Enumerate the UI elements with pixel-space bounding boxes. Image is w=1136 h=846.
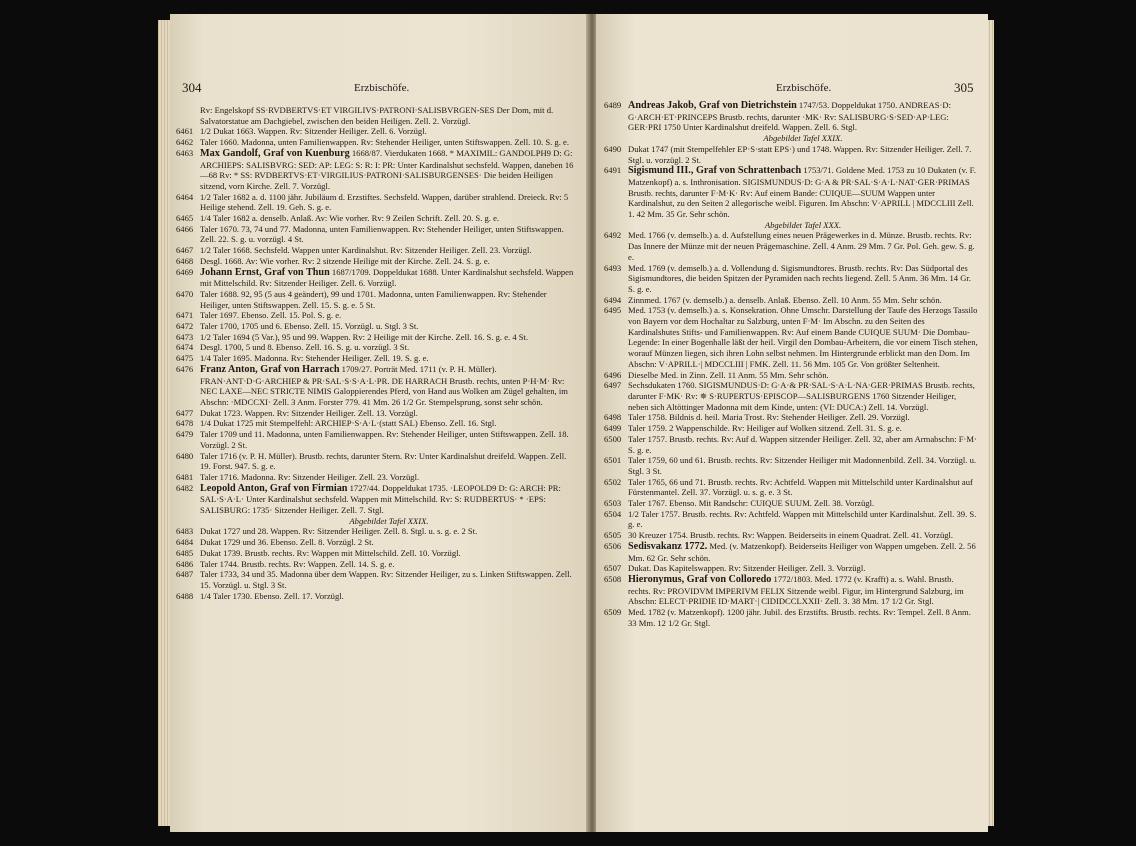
ruler-name: Sigismund III., Graf von Schrattenbach bbox=[628, 165, 802, 177]
entry-description: 1/4 Taler 1682 a. denselb. Anlaß. Av: Wie vorher. Rv: 9 Zeilen Schrift. Zell. 20. S. g. e. bbox=[200, 213, 500, 224]
catalog-entry bbox=[604, 574, 978, 607]
catalog-entry bbox=[176, 429, 578, 450]
lot-number: 6472 bbox=[176, 321, 194, 332]
running-header-right: Erzbischöfe. bbox=[776, 82, 832, 94]
lot-number: 6508 bbox=[604, 573, 622, 584]
catalog-entry bbox=[176, 289, 578, 310]
catalog-entry bbox=[176, 192, 578, 213]
catalog-entry bbox=[176, 310, 578, 321]
lot-number: 6461 bbox=[176, 126, 194, 137]
catalog-entry bbox=[176, 418, 578, 429]
lot-number: 6469 bbox=[176, 266, 194, 277]
right-page bbox=[596, 14, 988, 832]
catalog-entry bbox=[604, 423, 978, 434]
catalog-entry bbox=[176, 342, 578, 353]
running-header-left: Erzbischöfe. bbox=[354, 82, 410, 94]
lot-number: 6465 bbox=[176, 213, 194, 224]
lot-number: 6467 bbox=[176, 245, 194, 256]
lot-number: 6468 bbox=[176, 255, 194, 266]
entry-description: Taler 1744. Brustb. rechts. Rv: Wappen. Zell. 14. S. g. e. bbox=[200, 558, 395, 569]
entry-description: 1753/71. Goldene Med. 1753 zu 10 Dukaten (v. F. Matzenkopf) a. s. Inthronisation. SIGISMUNDUS·D: G·A & PR·SAL·S·A·L·NAT·GER·PRIMAS Brustb. rechts, darunter F·M·K· Rv: Auf einem Bande: CUIQUE—SUUM Wappen unter Kardinalshut, zu den Seiten 2 allegorische weibl. Figuren. Im Abschn: V·APRILL | MDCCLIII Zell. 1. 42 Mm. 35 Gr. Sehr schön. bbox=[628, 165, 976, 220]
catalog-entry bbox=[176, 105, 578, 126]
catalog-entry bbox=[176, 472, 578, 483]
entry-description: Taler 1697. Ebenso. Zell. 15. Pol. S. g. e. bbox=[200, 310, 342, 321]
lot-number: 6474 bbox=[176, 342, 194, 353]
entry-description: Taler 1765, 66 und 71. Brustb. rechts. Rv: Achtfeld. Wappen mit Mittelschild unter Kardinalshut auf Fürstenmantel. Zell. 37. Vorzügl. u. s. g. e. 3 St. bbox=[628, 476, 973, 498]
entry-description: Rv: Engelskopf SS·RVDBERTVS·ET VIRGILIVS·PATRONI·SALISBVRGEN-SES Der Dom, mit d. Salvatorstatue am Dachgiebel, zwischen den beiden Heiligen. Zell. 2. Vorzügl. bbox=[200, 105, 554, 126]
ruler-name: Andreas Jakob, Graf von Dietrichstein bbox=[628, 100, 797, 111]
lot-number: 6470 bbox=[176, 288, 194, 299]
catalog-entry bbox=[604, 165, 978, 220]
catalog-entry bbox=[176, 137, 578, 148]
ruler-name: Hieronymus, Graf von Colloredo bbox=[628, 573, 772, 585]
lot-number: 6462 bbox=[176, 137, 194, 148]
lot-number: 6485 bbox=[176, 547, 194, 558]
catalog-entry bbox=[176, 256, 578, 267]
lot-number: 6482 bbox=[176, 482, 194, 493]
entry-description: Med. 1769 (v. demselb.) a. d. Vollendung d. Sigismundtores. Brustb. rechts. Rv: Das Südportal des Sigismundtores, die beiden Spitzen der Pyramiden nach rechts liegend. Zell. 5 Anm. 36 Mm. 14 Gr. S. g. e. bbox=[628, 262, 971, 294]
plate-caption: Abgebildet Tafel XXIX. bbox=[349, 515, 429, 526]
catalog-entry bbox=[176, 126, 578, 137]
entry-description: Taler 1716. Madonna. Rv: Sitzender Heiliger. Zell. 23. Vorzügl. bbox=[200, 471, 420, 482]
catalog-entry bbox=[176, 548, 578, 559]
lot-number: 6488 bbox=[176, 590, 194, 601]
lot-number: 6503 bbox=[604, 498, 622, 509]
ruler-name: Franz Anton, Graf von Harrach bbox=[200, 363, 340, 375]
lot-number: 6466 bbox=[176, 223, 194, 234]
lot-number: 6507 bbox=[604, 563, 622, 574]
lot-number: 6463 bbox=[176, 147, 194, 158]
entry-description: Taler 1688. 92, 95 (5 aus 4 geändert), 99 und 1701. Madonna, unten Familienwappen. Rv: Stehender Heiliger, unten Stiftswappen. Zell. 15. S. g. e. 5 St. bbox=[200, 288, 547, 310]
catalog-entry bbox=[604, 100, 978, 133]
lot-number: 6489 bbox=[604, 100, 622, 110]
entry-description: 1687/1709. Doppeldukat 1688. Unter Kardinalshut sechsfeld. Wappen mit Mittelschild. Rv: Sitzender Heiliger. Zell. 6. Vorzügl. bbox=[200, 266, 574, 289]
catalog-entry bbox=[176, 559, 578, 570]
catalog-entry bbox=[176, 224, 578, 245]
lot-number: 6501 bbox=[604, 455, 622, 466]
entry-description: Dukat. Das Kapitelswappen. Rv: Sitzender Heiliger. Zell. 3. Vorzügl. bbox=[628, 563, 866, 574]
lot-number: 6504 bbox=[604, 508, 622, 519]
catalog-entry bbox=[604, 477, 978, 498]
entry-description: 1772/1803. Med. 1772 (v. Krafft) a. s. Wahl. Brustb. rechts. Rv: PROVIDVM IMPERIVM FELIX Sitzende weibl. Figur, im Hintergrund Salzburg, im Abschn: ELECT·PRIDIE ID·MART·| CIDIDCCLXXII· Zell. 3. 38 Mm. 17 1/2 Gr. Stgl. bbox=[628, 573, 964, 607]
lot-number: 6493 bbox=[604, 262, 622, 273]
entry-description: Taler 1759. 2 Wappenschilde. Rv: Heiliger auf Wolken sitzend. Zell. 31. S. g. e. bbox=[628, 423, 902, 434]
catalog-entry bbox=[604, 380, 978, 412]
entry-description: Taler 1660. Madonna, unten Familienwappen. Rv: Stehender Heiliger, unten Stiftswappen. Zell. 10. S. g. e. bbox=[200, 137, 569, 148]
lot-number: 6481 bbox=[176, 471, 194, 482]
catalog-entry bbox=[604, 530, 978, 541]
catalog-entry bbox=[604, 607, 978, 628]
entry-description: 1/2 Taler 1694 (5 Var.), 95 und 99. Wappen. Rv: 2 Heilige mit der Kirche. Zell. 16. S. g. e. 4 St. bbox=[200, 331, 529, 342]
right-page-text bbox=[604, 100, 978, 628]
entry-description: Med. 1766 (v. demselb.) a. d. Aufstellung eines neuen Prägewerkes in d. Münze. Brustb. rechts. Rv: Das Innere der Münze mit der neuen Prägemaschine. Zell. 4 Anm. 29 Mm. 7 Gr. Pol. Geh. gew. S. g. e. bbox=[628, 230, 975, 262]
entry-description: Taler 1709 und 11. Madonna, unten Familienwappen. Rv: Stehender Heiliger, unten Stiftswappen. Zell. 18. Vorzügl. 2 St. bbox=[200, 429, 569, 450]
lot-number: 6499 bbox=[604, 423, 622, 434]
catalog-entry bbox=[604, 230, 978, 262]
lot-number: 6483 bbox=[176, 526, 194, 537]
lot-number: 6476 bbox=[176, 363, 194, 374]
entry-description: Taler 1700, 1705 und 6. Ebenso. Zell. 15. Vorzügl. u. Stgl. 3 St. bbox=[200, 321, 419, 332]
entry-description: Dukat 1727 und 28. Wappen. Rv: Sitzender Heiliger. Zell. 8. Stgl. u. s. g. e. 2 St. bbox=[200, 526, 478, 537]
lot-number: 6497 bbox=[604, 380, 622, 391]
catalog-entry bbox=[604, 541, 978, 563]
lot-number: 6509 bbox=[604, 607, 622, 618]
lot-number: 6494 bbox=[604, 294, 622, 305]
left-page bbox=[170, 14, 588, 832]
catalog-entry bbox=[176, 526, 578, 537]
lot-number: 6487 bbox=[176, 569, 194, 580]
lot-number: 6486 bbox=[176, 558, 194, 569]
catalog-entry bbox=[176, 364, 578, 408]
catalog-entry bbox=[604, 434, 978, 455]
catalog-entry bbox=[604, 295, 978, 306]
lot-number: 6495 bbox=[604, 305, 622, 316]
lot-number: 6502 bbox=[604, 476, 622, 487]
entry-description: Sechsdukaten 1760. SIGISMUNDUS·D: G·A·& PR·SAL·S·A·L·NA·GER·PRIMAS Brustb. rechts, darunter F·MK· Rv: ✵ S·RUPERTUS·EPISCOP—SALISBURGENS 1760 Sitzender Heiliger, neben sich Altöttinger Madonna mit dem Kinde, unten: (VI: DUCA:) Zell. 14. Vorzügl. bbox=[628, 380, 975, 412]
entry-description: Dukat 1747 (mit Stempelfehler EP·S·statt EPS·) und 1748. Wappen. Rv: Sitzender Heiliger. Zell. 7. Stgl. u. vorzügl. 2 St. bbox=[628, 143, 972, 165]
page-number-right: 305 bbox=[954, 80, 974, 95]
lot-number: 6506 bbox=[604, 540, 622, 551]
ruler-name: Johann Ernst, Graf von Thun bbox=[200, 266, 330, 278]
entry-description: 1/2 Taler 1668. Sechsfeld. Wappen unter Kardinalshut. Rv: Sitzender Heiliger. Zell. 23. Vorzügl. bbox=[200, 245, 532, 256]
catalog-entry bbox=[604, 305, 978, 369]
entry-description: 1747/53. Doppeldukat 1750. ANDREAS·D: G·ARCH·ET·PRINCEPS Brustb. rechts, darunter ·MK· Rv: SALISBURG·S·SED·AP·LEG: GER·PRI 1750 Unter Kardinalshut dreifeld. Wappen. Zell. 6. Stgl. bbox=[628, 100, 951, 133]
ruler-name: Max Gandolf, Graf von Kuenburg bbox=[200, 147, 350, 159]
lot-number: 6484 bbox=[176, 537, 194, 548]
page-number-left: 304 bbox=[182, 80, 202, 95]
entry-description: Taler 1733, 34 und 35. Madonna über dem Wappen. Rv: Sitzender Heiliger, zu s. Linken Stiftswappen. Zell. 15. Vorzügl. u. Stgl. 3 St. bbox=[200, 569, 572, 590]
entry-description: 1709/27. Porträt Med. 1711 (v. P. H. Müller). FRAN·ANT·D·G·ARCHIEP & PR·SAL·S·S·A·L·PR. DE HARRACH Brustb. rechts, unten P·H·M· Rv: NEC LAXE—NEC STRICTE NIMIS Galoppierendes Pferd, von Hand aus Wolken am Zügel gehalten, im Abschn: ·MDCCXI· Zell. 3 Anm. Forster 779. 41 Mm. 26 1/2 Gr. Stempelsprung, sonst sehr schön. bbox=[200, 363, 568, 407]
entry-description: Desgl. 1668. Av: Wie vorher. Rv: 2 sitzende Heilige mit der Kirche. Zell. 24. S. g. e. bbox=[200, 255, 490, 266]
plate-caption: Abgebildet Tafel XXX. bbox=[764, 219, 842, 230]
entry-description: 1/4 Taler 1695. Madonna. Rv: Stehender Heiliger. Zell. 19. S. g. e. bbox=[200, 353, 429, 364]
catalog-entry bbox=[176, 569, 578, 590]
entry-description: 1/2 Dukat 1663. Wappen. Rv: Sitzender Heiliger. Zell. 6. Vorzügl. bbox=[200, 126, 427, 137]
entry-description: Taler 1670. 73, 74 und 77. Madonna, unten Familienwappen. Rv: Stehender Heiliger, unten Stiftswappen. Zell. 22. S. g. u. vorzügl. 4 St. bbox=[200, 223, 564, 245]
catalog-entry bbox=[176, 321, 578, 332]
catalog-entry bbox=[604, 144, 978, 165]
entry-description: 1668/87. Vierdukaten 1668. * MAXIMIL: GANDOLPH9 D: G: ARCHIEPS: SALISBVRG: SED: AP: LEG: S: R: I: PR: Unter Kardinalshut sechsfeld. Wappen, daneben 16—68 Rv: * SS: RVDBERTVS·ET·VIRGILIUS·PATRONI·SALISBURGENSES· Die beiden Heiligen sitzend, vorn Kirche. Zell. 7. Vorzügl. bbox=[200, 147, 574, 191]
lot-number: 6471 bbox=[176, 310, 194, 321]
entry-description: Dieselbe Med. in Zinn. Zell. 11 Anm. 55 Mm. Sehr schön. bbox=[628, 369, 829, 380]
entry-description: Med. (v. Matzenkopf). Beiderseits Heiliger von Wappen umgeben. Zell. 2. 56 Mm. 62 Gr. Sehr schön. bbox=[628, 540, 976, 563]
left-page-text bbox=[176, 105, 578, 601]
catalog-entry bbox=[176, 245, 578, 256]
entry-description: 1/2 Taler 1757. Brustb. rechts. Rv: Achtfeld. Wappen mit Mittelschild unter Kardinalshut. Zell. 39. S. g. e. bbox=[628, 508, 977, 530]
entry-description: 1727/44. Doppeldukat 1735. ·LEOPOLD9 D: G: ARCH: PR: SAL·S·A·L· Unter Kardinalshut sechsfeld. Wappen mit Mittelschild. Rv: S: RUDBERTUS· * ·EPS: SALISBURG: 1735· Sitzender Heiliger. Zell. 7. Stgl. bbox=[200, 482, 561, 516]
catalog-entry bbox=[176, 332, 578, 343]
entry-description: Dukat 1723. Wappen. Rv: Sitzender Heiliger. Zell. 13. Vorzügl. bbox=[200, 407, 418, 418]
entry-description: 1/4 Dukat 1725 mit Stempelfehl: ARCHIEP·S·A·L·(statt SAL) Ebenso. Zell. 16. Stgl. bbox=[200, 418, 497, 429]
catalog-entry bbox=[176, 483, 578, 516]
lot-number: 6496 bbox=[604, 369, 622, 380]
lot-number: 6492 bbox=[604, 230, 622, 241]
entry-description: 1/2 Taler 1682 a. d. 1100 jähr. Jubiläum d. Erzstiftes. Sechsfeld. Wappen, darüber strahlend. Dreieck. Rv: 5 Heilige stehend. Zell. 19. Geh. S. g. e. bbox=[200, 191, 569, 213]
entry-description: Dukat 1729 und 36. Ebenso. Zell. 8. Vorzügl. 2 St. bbox=[200, 537, 374, 548]
catalog-entry bbox=[176, 267, 578, 289]
entry-description: Taler 1716 (v. P. H. Müller). Brustb. rechts, darunter Stern. Rv: Unter Kardinalshut dreifeld. Wappen. Zell. 19. Forst. 947. S. g. e. bbox=[200, 450, 567, 472]
plate-caption: Abgebildet Tafel XXIX. bbox=[763, 133, 843, 144]
entry-description: Zinnmed. 1767 (v. demselb.) a. denselb. Anlaß. Ebenso. Zell. 10 Anm. 55 Mm. Sehr schön. bbox=[628, 294, 942, 305]
entry-description: Med. 1782 (v. Matzenkopf). 1200 jähr. Jubil. des Erzstifts. Brustb. rechts. Rv: Tempel. Zell. 8 Anm. 33 Mm. 12 1/2 Gr. Stgl. bbox=[628, 607, 971, 628]
entry-description: 1/4 Taler 1730. Ebenso. Zell. 17. Vorzügl. bbox=[200, 590, 344, 601]
lot-number: 6477 bbox=[176, 407, 194, 418]
lot-number: 6479 bbox=[176, 429, 194, 440]
lot-number: 6500 bbox=[604, 433, 622, 444]
ruler-name: Leopold Anton, Graf von Firmian bbox=[200, 482, 348, 494]
catalog-entry bbox=[604, 455, 978, 476]
lot-number: 6491 bbox=[604, 165, 622, 176]
lot-number: 6464 bbox=[176, 191, 194, 202]
entry-description: Dukat 1739. Brustb. rechts. Rv: Wappen mit Mittelschild. Zell. 10. Vorzügl. bbox=[200, 547, 461, 558]
catalog-entry bbox=[176, 213, 578, 224]
entry-description: 30 Kreuzer 1754. Brustb. rechts. Rv: Wappen. Beiderseits in einem Quadrat. Zell. 41. Vorzügl. bbox=[628, 530, 954, 541]
catalog-entry bbox=[176, 148, 578, 192]
lot-number: 6498 bbox=[604, 412, 622, 423]
catalog-entry bbox=[604, 370, 978, 381]
catalog-entry bbox=[176, 408, 578, 419]
catalog-entry bbox=[176, 591, 578, 602]
lot-number: 6505 bbox=[604, 530, 622, 541]
catalog-entry bbox=[604, 509, 978, 530]
entry-description: Taler 1759, 60 und 61. Brustb. rechts. Rv: Sitzender Heiliger mit Madonnenbild. Zell. 34. Vorzügl. u. Stgl. 3 St. bbox=[628, 455, 977, 476]
entry-description: Taler 1758. Bildnis d. heil. Maria Trost. Rv: Stehender Heiliger. Zell. 29. Vorzügl. bbox=[628, 412, 910, 423]
lot-number: 6490 bbox=[604, 143, 622, 154]
ruler-name: Sedisvakanz 1772. bbox=[628, 540, 708, 552]
catalog-entry bbox=[176, 537, 578, 548]
lot-number: 6473 bbox=[176, 331, 194, 342]
entry-description: Med. 1753 (v. demselb.) a. s. Konsekration. Ohne Umschr. Darstellung der Taufe des Herzogs Tassilo von Bayern vor dem Hochaltar zu Salzburg, unten F·M· Im Abschn. zu den Seiten des Kardinalshutes Stifts- und Familienwappen. Rv: Auf einem Bande CUIQUE SUUM· Die Dombau-Legende: In einer Bogenhalle läßt der heil. Virgil den Dombau-Arbeitern, die vor einem Tisch stehen, worauf Münzen liegen, sich ihren Lohn selbst nehmen. Im Hintergrunde erblickt man den Dom. Im Abschn: V·APRILL·| MDCCLIII | FMK. Zell. 11. 56 Mm. 105 Gr. Von größter Seltenheit. bbox=[628, 305, 978, 369]
entry-description: Taler 1767. Ebenso. Mit Randschr: CUIQUE SUUM. Zell. 38. Vorzügl. bbox=[628, 498, 875, 509]
catalog-entry bbox=[604, 563, 978, 574]
entry-description: Taler 1757. Brustb. rechts. Rv: Auf d. Wappen sitzender Heiliger. Zell. 32, aber am Armabschn: F·M· S. g. e. bbox=[628, 433, 977, 455]
catalog-entry bbox=[604, 412, 978, 423]
catalog-entry bbox=[176, 353, 578, 364]
catalog-entry bbox=[604, 498, 978, 509]
lot-number: 6475 bbox=[176, 353, 194, 364]
catalog-entry bbox=[604, 263, 978, 295]
lot-number: 6478 bbox=[176, 418, 194, 429]
catalog-entry bbox=[176, 451, 578, 472]
lot-number: 6480 bbox=[176, 450, 194, 461]
entry-description: Desgl. 1700, 5 und 8. Ebenso. Zell. 16. S. g. u. vorzügl. 3 St. bbox=[200, 342, 410, 353]
